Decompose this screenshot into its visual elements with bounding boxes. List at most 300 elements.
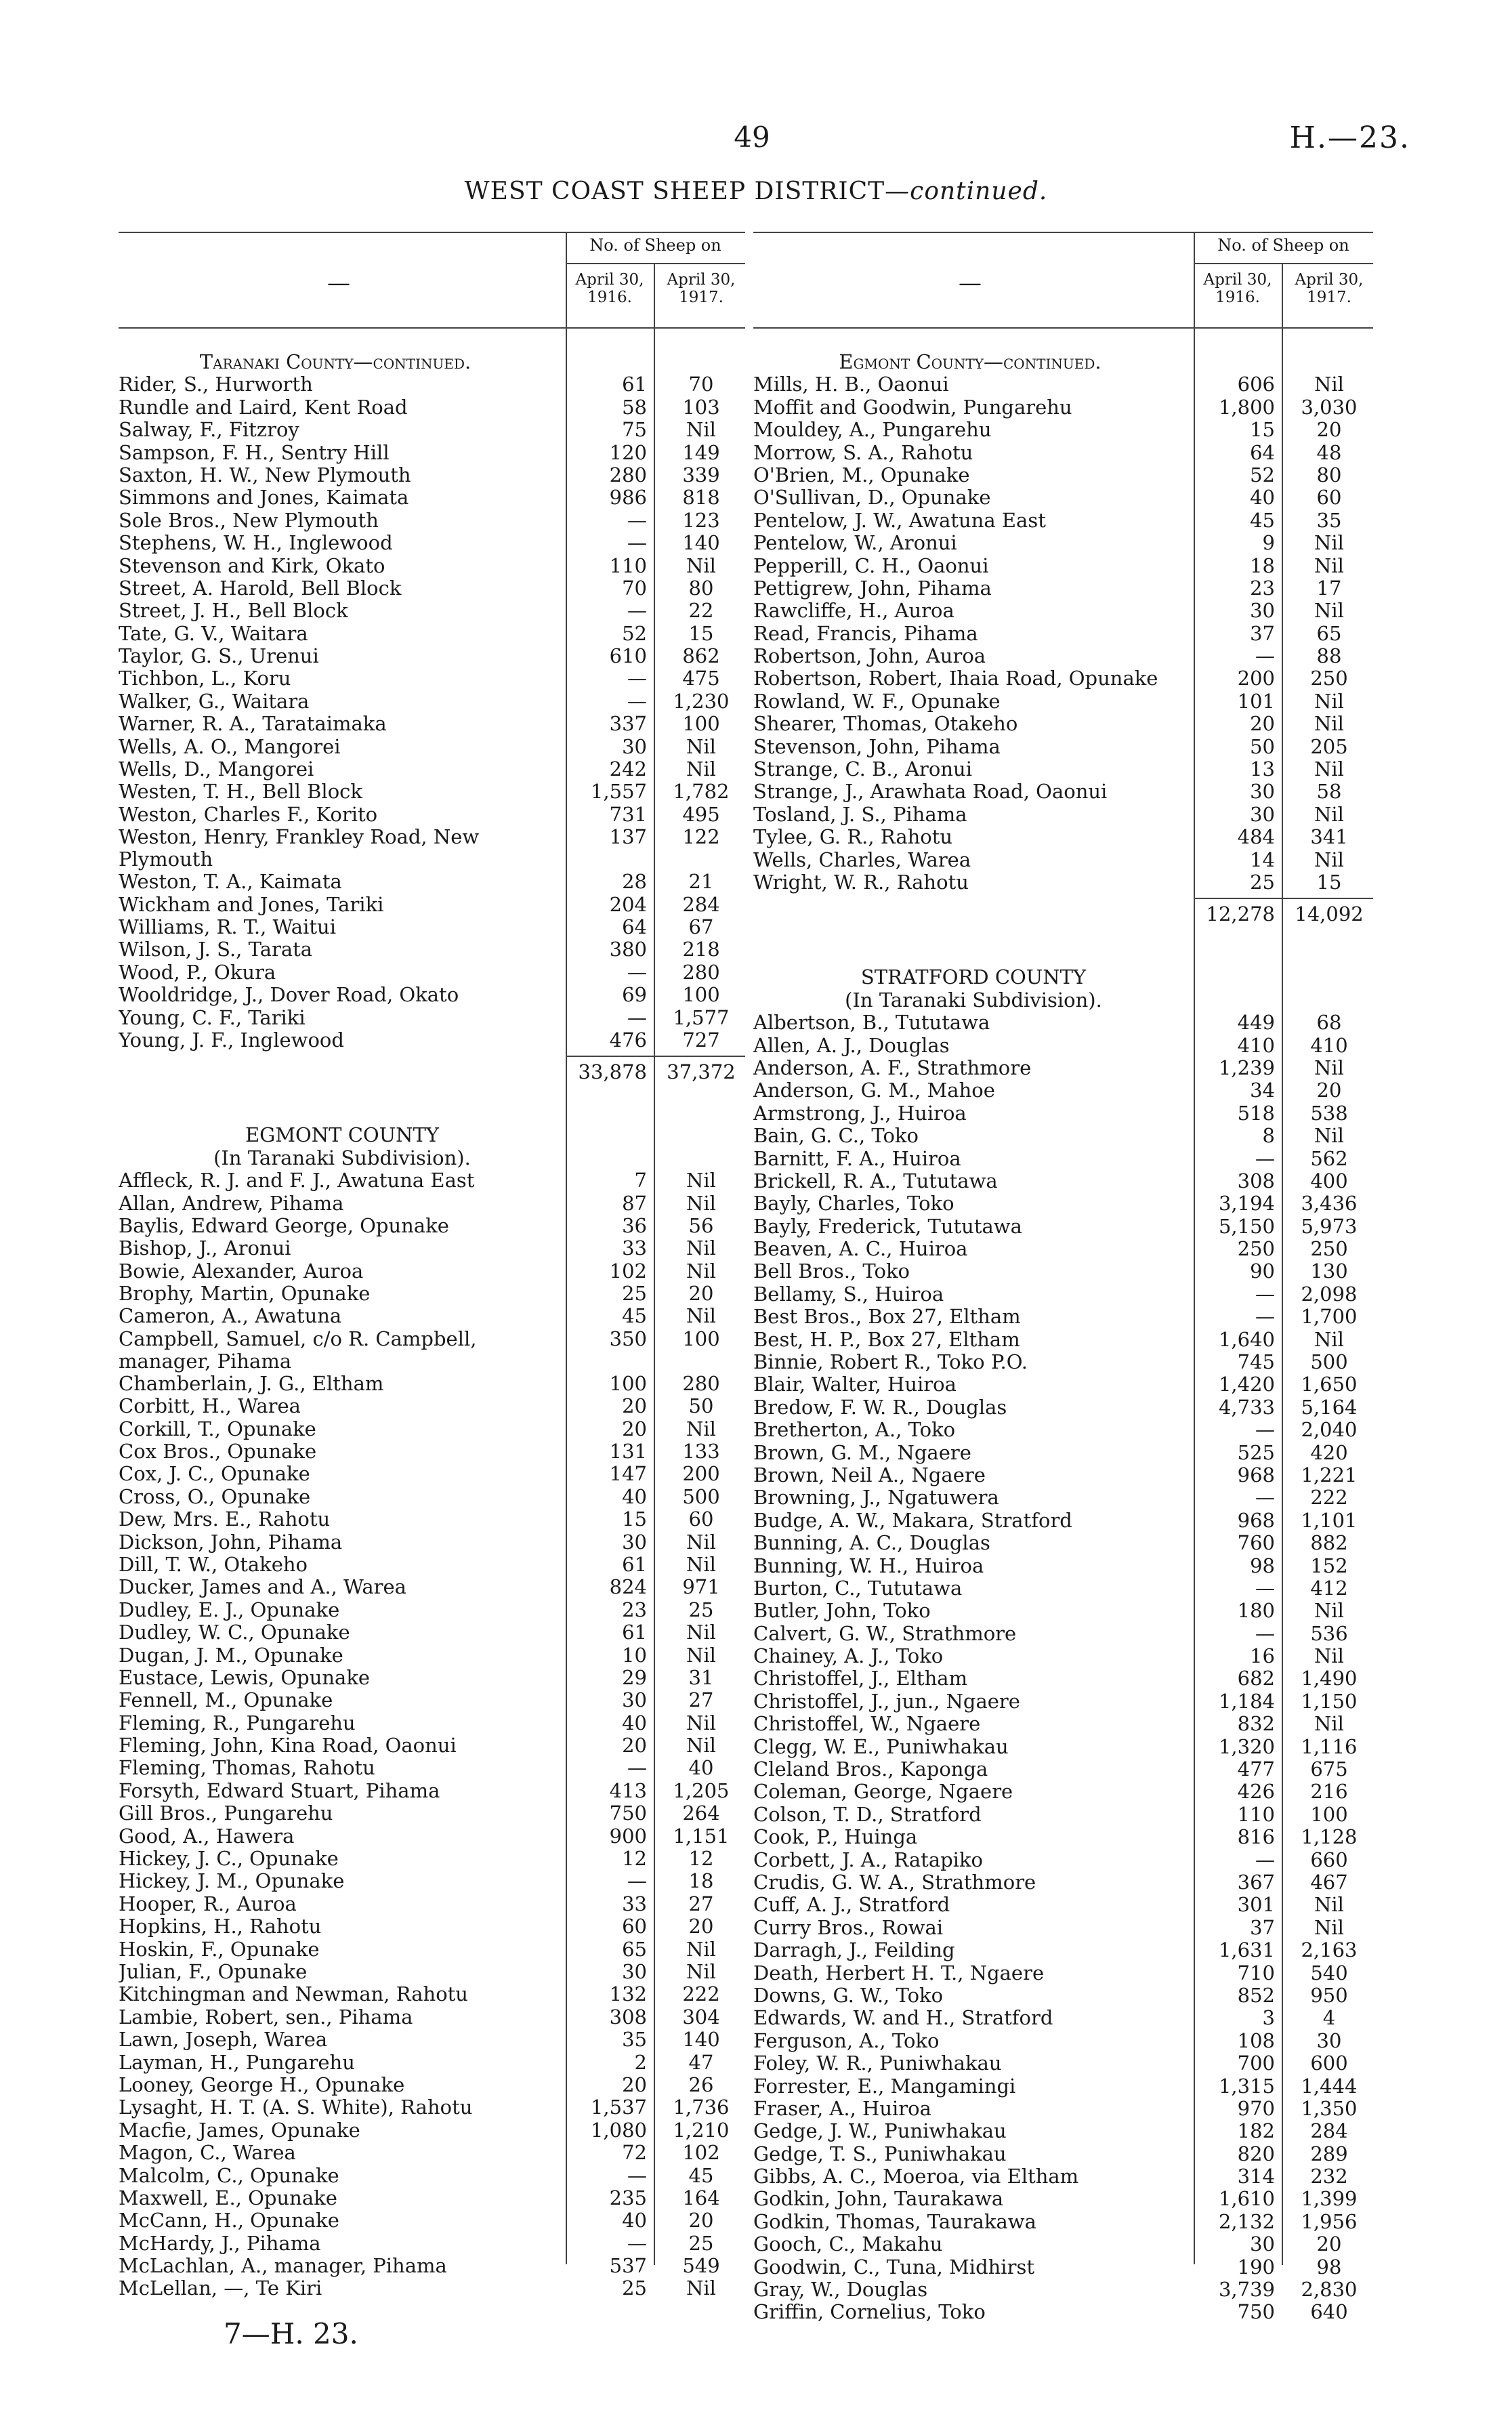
- owner-name: Hickey, J. M., Opunake: [119, 1870, 345, 1893]
- sheep-1916: 1,315: [1218, 2074, 1275, 2098]
- table-row: [753, 1736, 1373, 1758]
- sheep-1916: —: [627, 1005, 647, 1029]
- table-row: [119, 1644, 745, 1667]
- table-row: [753, 736, 1373, 758]
- sheep-1916: 18: [1250, 554, 1275, 577]
- table-row: [753, 2007, 1373, 2029]
- sheep-1917: Nil: [686, 1236, 716, 1260]
- table-row: [753, 1486, 1373, 1509]
- header-col-1917: April 30, 1917.: [1295, 271, 1364, 306]
- sheep-1917: 56: [688, 1213, 714, 1237]
- sheep-1917: 500: [1310, 1350, 1348, 1374]
- table-row: [753, 1577, 1373, 1600]
- owner-name: McLachlan, A., manager, Pihama: [119, 2255, 447, 2278]
- owner-name: Corkill, T., Opunake: [119, 1417, 316, 1440]
- owner-name: Layman, H., Pungarehu: [119, 2051, 355, 2074]
- table-row: [753, 1939, 1373, 1961]
- sheep-1916: 69: [622, 983, 647, 1007]
- sheep-1917: 31: [688, 1665, 714, 1689]
- sheep-1917: 341: [1310, 825, 1348, 849]
- sheep-1916: 350: [609, 1327, 647, 1350]
- owner-name: McCann, H., Opunake: [119, 2209, 339, 2232]
- sheep-1916: 9: [1262, 531, 1275, 555]
- table-row: [119, 1554, 745, 1576]
- owner-name: Browning, J., Ngatuwera: [753, 1486, 999, 1510]
- header-dash: —: [327, 270, 350, 297]
- table-row: [753, 1758, 1373, 1781]
- table-row: [119, 804, 745, 826]
- owner-name: Hooper, R., Auroa: [119, 1892, 297, 1915]
- header-top-rule: [753, 232, 1373, 233]
- sheep-1917: 80: [688, 576, 714, 600]
- table-row: [753, 1623, 1373, 1645]
- sheep-1916: 30: [622, 1960, 647, 1983]
- owner-name: Bretherton, A., Toko: [753, 1419, 956, 1442]
- table-row: [119, 894, 745, 916]
- owner-name: Fennell, M., Opunake: [119, 1689, 333, 1712]
- sheep-1917: 30: [1316, 2029, 1342, 2052]
- sheep-1916: 750: [609, 1802, 647, 1825]
- table-row: [119, 1893, 745, 1915]
- table-row: [753, 1600, 1373, 1622]
- sheep-1917: 130: [1310, 1260, 1348, 1283]
- sheep-1917: 222: [682, 1982, 720, 2006]
- sheep-1917: Nil: [1314, 757, 1344, 781]
- table-row: [119, 464, 745, 486]
- table-row: [119, 667, 745, 690]
- sheep-1917: 412: [1310, 1576, 1348, 1600]
- owner-name: Williams, R. T., Waitui: [119, 915, 336, 938]
- owner-name: Foley, W. R., Puniwhakau: [753, 2052, 1002, 2075]
- table-row: [753, 1871, 1373, 1894]
- sheep-1917: 1,444: [1301, 2074, 1358, 2098]
- sheep-1916: —: [627, 2231, 647, 2255]
- table-row: [119, 736, 745, 758]
- sheep-1916: —: [627, 960, 647, 984]
- owner-name: Cleland Bros., Kaponga: [753, 1758, 988, 1781]
- table-row: [119, 1029, 745, 1052]
- owner-name: Eustace, Lewis, Opunake: [119, 1666, 371, 1689]
- sheep-1916: 33: [622, 1236, 647, 1260]
- owner-name: Cox Bros., Opunake: [119, 1440, 317, 1463]
- owner-name: McHardy, J., Pihama: [119, 2232, 321, 2255]
- sheep-1916: 30: [622, 734, 647, 758]
- table-row: [753, 1690, 1373, 1713]
- sheep-1916: 8: [1262, 1124, 1275, 1148]
- owner-name: Forsyth, Edward Stuart, Pihama: [119, 1779, 440, 1802]
- sheep-1916: 852: [1237, 1983, 1275, 2007]
- sheep-1916: 2,132: [1218, 2209, 1275, 2233]
- sheep-1917: 950: [1310, 1983, 1348, 2007]
- table-row: [753, 1148, 1373, 1170]
- table-row: [119, 1260, 745, 1283]
- table-row: [119, 600, 745, 622]
- sheep-1917: 1,650: [1301, 1373, 1358, 1396]
- sheep-1917: 410: [1310, 1033, 1348, 1057]
- sheep-1916: 23: [622, 1598, 647, 1621]
- sheep-1917: 2,040: [1301, 1418, 1358, 1442]
- owner-name: Read, Francis, Pihama: [753, 622, 978, 645]
- sheep-1916: 61: [622, 373, 647, 396]
- sheep-1916: —: [627, 667, 647, 690]
- table-row: [753, 781, 1373, 803]
- table-row: [753, 486, 1373, 509]
- sheep-1917: 58: [1316, 780, 1342, 804]
- sheep-1917: Nil: [1314, 373, 1344, 396]
- owner-name: Salway, F., Fitzroy: [119, 419, 299, 442]
- sheep-1917: 339: [682, 463, 720, 486]
- header-col-1916: April 30, 1916.: [575, 271, 644, 306]
- owner-name: Street, A. Harold, Bell Block: [119, 577, 402, 600]
- sheep-1917: 26: [688, 2073, 714, 2096]
- sheep-1916: 132: [609, 1982, 647, 2006]
- table-row: [753, 1419, 1373, 1441]
- sheep-1916: 1,184: [1218, 1689, 1275, 1713]
- table-row: [753, 2052, 1373, 2075]
- table-row: [753, 2188, 1373, 2210]
- table-row: [119, 1915, 745, 1938]
- sheep-1916: 15: [622, 1507, 647, 1531]
- sheep-1917: 289: [1310, 2142, 1348, 2165]
- sheep-1917: 500: [682, 1484, 720, 1508]
- table-row: [119, 2165, 745, 2187]
- sheep-1917: Nil: [686, 1960, 716, 1983]
- sheep-1917: 562: [1310, 1146, 1348, 1170]
- owner-name: Blair, Walter, Huiroa: [753, 1373, 957, 1396]
- sheep-1916: 36: [622, 1213, 647, 1237]
- owner-name: Dill, T. W., Otakeho: [119, 1553, 308, 1576]
- owner-name: Sampson, F. H., Sentry Hill: [119, 441, 390, 464]
- table-row: [753, 2211, 1373, 2233]
- table-row: [119, 1508, 745, 1531]
- sheep-1917: Nil: [1314, 802, 1344, 826]
- sheep-1916: 606: [1237, 373, 1275, 396]
- sheep-1916: 20: [622, 1734, 647, 1758]
- table-row: [753, 690, 1373, 713]
- sheep-1917: 133: [682, 1440, 720, 1463]
- owner-name: Kitchingman and Newman, Rahotu: [119, 1983, 468, 2006]
- table-row: [753, 1464, 1373, 1486]
- table-row: [119, 871, 745, 893]
- sheep-1916: 25: [622, 2276, 647, 2300]
- owner-name: Christoffel, W., Ngaere: [753, 1713, 981, 1736]
- sheep-1916: 30: [1250, 780, 1275, 804]
- owner-name: Wright, W. R., Rahotu: [753, 871, 969, 894]
- owner-name: Anderson, A. F., Strathmore: [753, 1056, 1032, 1079]
- table-row: [119, 2074, 745, 2096]
- sheep-1917: 1,150: [1301, 1689, 1358, 1713]
- sheep-1917: 3,436: [1301, 1192, 1358, 1215]
- owner-name: Godkin, John, Taurakawa: [753, 2188, 1004, 2211]
- sheep-1916: 25: [1250, 870, 1275, 894]
- owner-name: Wells, Charles, Warea: [753, 848, 971, 871]
- sheep-1916: —: [627, 689, 647, 713]
- table-row: [119, 1848, 745, 1870]
- sheep-1917: 20: [688, 1915, 714, 1938]
- sheep-1916: 200: [1237, 667, 1275, 690]
- sheep-1916: 1,631: [1218, 1938, 1275, 1962]
- sheep-1916: 75: [622, 418, 647, 442]
- table-row: [119, 2006, 745, 2029]
- table-row: [119, 1192, 745, 1215]
- sheep-1916: 35: [622, 2028, 647, 2052]
- owner-name: Gedge, J. W., Puniwhakau: [753, 2120, 1007, 2143]
- sheep-1917: 149: [682, 440, 720, 464]
- table-row: [119, 690, 745, 713]
- owner-name: Gedge, T. S., Puniwhakau: [753, 2142, 1007, 2165]
- table-row: [753, 600, 1373, 622]
- sheep-1917: 280: [682, 1371, 720, 1395]
- owner-name: Julian, F., Opunake: [119, 1961, 308, 1983]
- owner-name: Allen, A. J., Douglas: [753, 1034, 950, 1057]
- header-group-rule: [1194, 263, 1373, 264]
- sheep-1916: 30: [1250, 802, 1275, 826]
- owner-name: Warner, R. A., Tarataimaka: [119, 713, 387, 736]
- sheep-1916: 110: [1237, 1802, 1275, 1826]
- table-row: [753, 1804, 1373, 1826]
- table-row: [753, 804, 1373, 826]
- sheep-1916: —: [627, 1756, 647, 1780]
- table-row: [119, 1938, 745, 1961]
- sheep-1916: —: [1255, 1305, 1275, 1329]
- sheep-1917: 1,221: [1301, 1463, 1358, 1486]
- owner-name: Bayly, Frederick, Tututawa: [753, 1215, 1022, 1238]
- sheep-1917: 48: [1316, 440, 1342, 464]
- sheep-1917: 102: [682, 2141, 720, 2165]
- total-rule: [1194, 898, 1373, 899]
- table-row: [753, 645, 1373, 667]
- table-row: [119, 1621, 745, 1644]
- sheep-1916: 3: [1262, 2006, 1275, 2030]
- table-row: [753, 758, 1373, 781]
- owner-name: Affleck, R. J. and F. J., Awatuna East: [119, 1169, 475, 1192]
- sheep-1917: 1,956: [1301, 2209, 1358, 2233]
- left-table-body: [119, 351, 745, 2300]
- sheep-1916: —: [1255, 1621, 1275, 1645]
- owner-name: Christoffel, J., Eltham: [753, 1667, 968, 1690]
- sheep-1917: 1,490: [1301, 1667, 1358, 1690]
- table-row: [119, 2119, 745, 2142]
- owner-name: Wood, P., Okura: [119, 961, 276, 984]
- table-row: [753, 1283, 1373, 1306]
- sheep-1916: 986: [609, 486, 647, 510]
- sheep-1917: 45: [688, 2163, 714, 2187]
- owner-name: Hickey, J. C., Opunake: [119, 1848, 339, 1871]
- sheep-1916: 30: [622, 1688, 647, 1712]
- owner-name: Beaven, A. C., Huiroa: [753, 1238, 968, 1261]
- sheep-1917: 5,973: [1301, 1214, 1358, 1238]
- sheep-1917: 280: [682, 960, 720, 984]
- sheep-1917: Nil: [686, 1552, 716, 1576]
- table-row: [119, 781, 745, 803]
- sheep-1917: 25: [688, 1598, 714, 1621]
- table-row: [753, 532, 1373, 554]
- table-row: [119, 1373, 745, 1395]
- sheep-1917: 284: [682, 892, 720, 916]
- owner-name: Bunning, A. C., Douglas: [753, 1532, 990, 1555]
- owner-name: Burton, C., Tututawa: [753, 1577, 963, 1600]
- table-row: [753, 1057, 1373, 1079]
- table-row: [753, 1917, 1373, 1939]
- table-row: [119, 623, 745, 645]
- header-group-label: No. of Sheep on: [1217, 236, 1349, 255]
- sheep-1917: 103: [682, 395, 720, 419]
- sheep-1917: Nil: [1314, 554, 1344, 577]
- table-row: [119, 510, 745, 532]
- sheep-1916: 308: [609, 2005, 647, 2029]
- owner-name: Gray, W., Douglas: [753, 2279, 928, 2302]
- sheep-1917: 218: [682, 938, 720, 961]
- sheep-1916: 242: [609, 757, 647, 781]
- sheep-1916: —: [627, 599, 647, 623]
- spacer-row: [119, 1102, 745, 1124]
- sheep-1916: 1,537: [590, 2096, 647, 2119]
- sheep-1916: 33,878: [578, 1060, 647, 1084]
- sheep-1916: 40: [622, 1484, 647, 1508]
- table-row: [119, 1667, 745, 1689]
- sheep-1916: 1,800: [1218, 395, 1275, 419]
- sheep-1916: —: [1255, 1282, 1275, 1306]
- sheep-1916: —: [1255, 1418, 1275, 1442]
- total-rule: [566, 1056, 745, 1057]
- table-row: [119, 2255, 745, 2277]
- table-row: [753, 713, 1373, 735]
- owner-name: Bowie, Alexander, Auroa: [119, 1260, 364, 1283]
- table-row: [753, 442, 1373, 464]
- sheep-1916: 280: [609, 463, 647, 486]
- owner-name: Curry Bros., Rowai: [753, 1916, 944, 1939]
- section-heading: [753, 966, 1373, 989]
- owner-name: Campbell, Samuel, c/o R. Campbell, manager, Pihama: [119, 1327, 477, 1373]
- owner-name: Bunning, W. H., Huiroa: [753, 1554, 984, 1577]
- owner-name: Mills, H. B., Oaonui: [753, 373, 949, 396]
- sheep-1917: 40: [688, 1756, 714, 1780]
- owner-name: Chainey, A. J., Toko: [753, 1645, 944, 1668]
- sheep-1917: 660: [1310, 1848, 1348, 1871]
- sheep-1916: 90: [1250, 1260, 1275, 1283]
- owner-name: Mouldey, A., Pungarehu: [753, 419, 992, 442]
- owner-name: Dudley, E. J., Opunake: [119, 1598, 340, 1621]
- table-row: [119, 396, 745, 419]
- sheep-1916: —: [1255, 1576, 1275, 1600]
- owner-name: Stevenson and Kirk, Okato: [119, 554, 385, 577]
- owner-name: Bayly, Charles, Toko: [753, 1192, 954, 1215]
- sheep-1917: Nil: [686, 554, 716, 577]
- owner-name: Macfie, James, Opunake: [119, 2119, 360, 2142]
- table-row: [753, 1035, 1373, 1057]
- sheep-1917: 12: [688, 1847, 714, 1871]
- sheep-1917: 98: [1316, 2255, 1342, 2279]
- table-row: [119, 1712, 745, 1734]
- sheep-1916: 314: [1237, 2165, 1275, 2188]
- table-row: [753, 826, 1373, 848]
- section-heading: [753, 351, 1373, 373]
- table-row: [753, 2030, 1373, 2052]
- sheep-1917: 22: [688, 599, 714, 623]
- right-table-body: [753, 351, 1373, 2324]
- owner-name: Weston, Charles F., Korito: [119, 803, 378, 826]
- sheep-1917: 60: [688, 1507, 714, 1531]
- owner-name: Bishop, J., Aronui: [119, 1237, 291, 1260]
- sheep-1916: 131: [609, 1440, 647, 1463]
- sheep-1916: 70: [622, 576, 647, 600]
- sheep-1916: 12,278: [1206, 902, 1275, 926]
- header-bottom-rule: [753, 327, 1373, 329]
- sheep-1916: 102: [609, 1259, 647, 1283]
- sheep-1916: 308: [1237, 1169, 1275, 1192]
- sheep-1916: 1,420: [1218, 1373, 1275, 1396]
- sheep-1916: 45: [622, 1304, 647, 1328]
- section-heading: [753, 989, 1373, 1012]
- owner-name: Hopkins, H., Rahotu: [119, 1915, 322, 1938]
- sheep-1917: Nil: [1314, 848, 1344, 871]
- header-group-label: No. of Sheep on: [589, 236, 721, 255]
- sheep-1917: Nil: [686, 1643, 716, 1667]
- sheep-1917: 60: [1316, 486, 1342, 510]
- sheep-1917: 20: [1316, 418, 1342, 442]
- table-row: [119, 1486, 745, 1508]
- table-row: [753, 2279, 1373, 2301]
- sheep-1917: Nil: [1314, 689, 1344, 713]
- owner-name: Walker, G., Waitara: [119, 690, 310, 713]
- sheep-1917: 971: [682, 1575, 720, 1599]
- table-row: [753, 396, 1373, 419]
- table-row: [753, 1396, 1373, 1419]
- sheep-1916: 1,080: [590, 2118, 647, 2142]
- table-row: [753, 419, 1373, 441]
- sheep-1917: 205: [1310, 734, 1348, 758]
- table-row: [119, 1215, 745, 1237]
- table-row: [119, 1780, 745, 1802]
- sheep-1917: 20: [1316, 2232, 1342, 2256]
- sheep-1916: 518: [1237, 1101, 1275, 1125]
- sheep-1916: —: [1255, 1486, 1275, 1510]
- table-row: [753, 2120, 1373, 2142]
- owner-name: Fraser, A., Huiroa: [753, 2097, 931, 2120]
- table-row: [753, 1984, 1373, 2007]
- header-bottom-rule: [119, 327, 745, 329]
- owner-name: Brophy, Martin, Opunake: [119, 1283, 371, 1306]
- sheep-1917: 21: [688, 870, 714, 894]
- owner-name: Armstrong, J., Huiroa: [753, 1102, 967, 1125]
- sheep-1917: 1,782: [673, 780, 730, 804]
- table-row: [753, 1329, 1373, 1351]
- section-heading: [119, 1147, 745, 1169]
- table-row: [753, 2301, 1373, 2323]
- table-row: [753, 1510, 1373, 1532]
- table-row: [753, 1555, 1373, 1577]
- header-group-rule: [566, 263, 745, 264]
- table-row: [119, 1169, 745, 1192]
- owner-name: Tosland, J. S., Pihama: [753, 803, 967, 826]
- sheep-1917: 1,399: [1301, 2187, 1358, 2211]
- table-row: [119, 2209, 745, 2232]
- sheep-1916: 477: [1237, 1758, 1275, 1781]
- owner-name: Lysaght, H. T. (A. S. White), Rahotu: [119, 2096, 473, 2119]
- owner-name: O'Sullivan, D., Opunake: [753, 486, 991, 510]
- table-row: [119, 1689, 745, 1711]
- sheep-1916: 4,733: [1218, 1395, 1275, 1419]
- table-row: [753, 1079, 1373, 1102]
- table-row: [753, 1260, 1373, 1283]
- sheep-1916: 65: [622, 1937, 647, 1961]
- sheep-1916: 61: [622, 1552, 647, 1576]
- sheep-1917: 250: [1310, 667, 1348, 690]
- owner-name: Sole Bros., New Plymouth: [119, 509, 379, 532]
- sheep-1916: 20: [622, 1394, 647, 1418]
- sheep-1917: 1,230: [673, 689, 730, 713]
- table-row: [753, 1306, 1373, 1328]
